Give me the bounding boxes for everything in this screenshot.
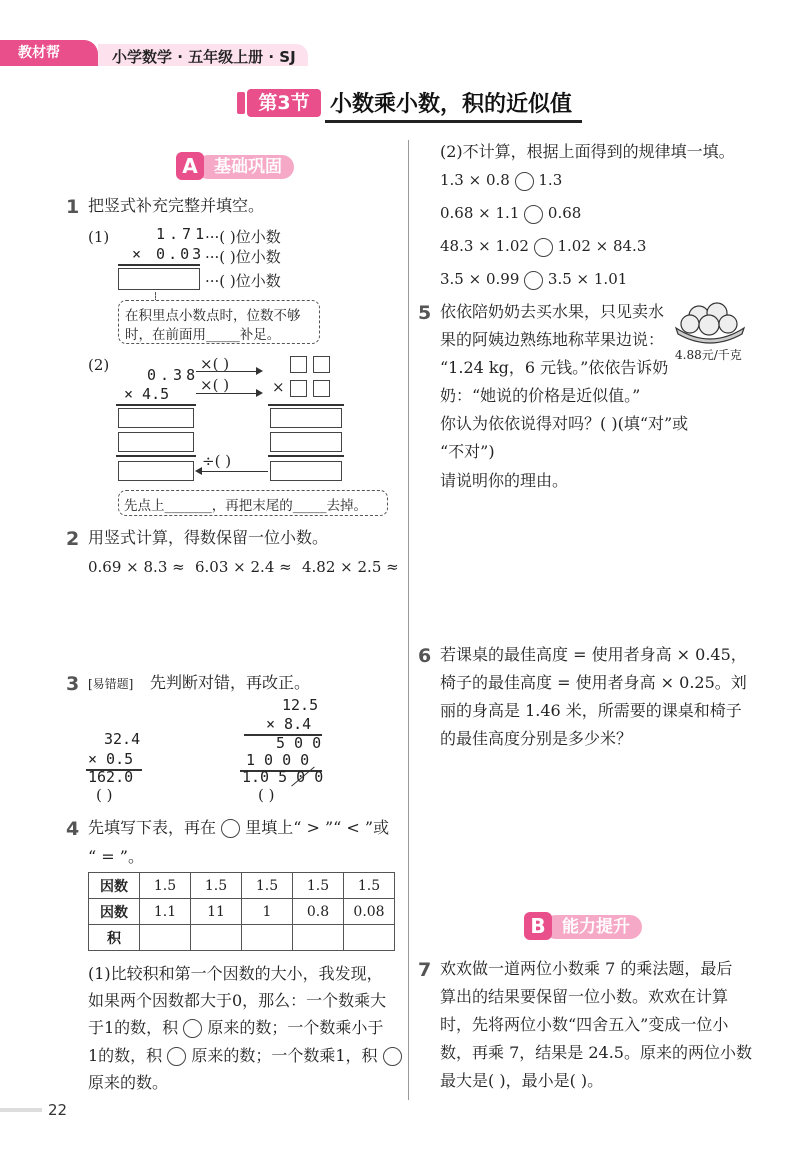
q4-c3-left: 48.3 × 1.02 — [440, 237, 529, 255]
q4-cell: 1.5 — [140, 873, 191, 899]
q4-row-product — [89, 925, 395, 951]
q6-line4: 的最佳高度分别是多少米？ — [440, 729, 633, 748]
q5-price: 4.88元/千克 — [675, 348, 742, 362]
q5-line3: “1.24 kg，6 元钱。”依依告诉奶 — [440, 358, 669, 377]
q1-p2-arrow3-head — [195, 467, 202, 475]
q3-a-judge[interactable]: ( ) — [96, 786, 113, 804]
q1-p1-row1: 1.71 — [156, 225, 209, 243]
q3-a-row2: × 0.5 — [88, 750, 134, 768]
q4-c3-circle[interactable] — [534, 238, 553, 257]
q4-s2: (2)不计算，根据上面得到的规律填一填。 — [440, 142, 735, 161]
q6-line3: 丽的身高是 1.46 米，所需要的课桌和椅子 — [440, 701, 742, 720]
q4-s1-line4 — [88, 1041, 402, 1071]
q4-prompt-b: 里填上“ > ”“ < ”或 — [245, 818, 390, 837]
q4-s1-circle-2[interactable] — [167, 1047, 186, 1066]
q4-s1-line4b: 原来的数；一个数乘1，积 — [191, 1046, 378, 1065]
q2-expr-2: 6.03 × 2.4 ≈ — [195, 558, 292, 576]
apple-icon — [699, 315, 719, 335]
footer-rule — [0, 1108, 42, 1112]
q3-tag: [易错题] — [88, 677, 134, 691]
q3-prompt: 先判断对错，再改正。 — [150, 673, 311, 692]
q4-c3-right: 1.02 × 84.3 — [557, 237, 647, 255]
q7-number: 7 — [418, 959, 432, 981]
q1-p2-times: × — [272, 378, 285, 396]
q6-number: 6 — [418, 645, 432, 667]
q1-p2-box-right-2[interactable] — [270, 432, 342, 452]
q1-p2-tip: 先点上_______，再把末尾的_____去掉。 — [124, 498, 367, 514]
q4-s1-line3b: 原来的数；一个数乘小于 — [207, 1018, 384, 1037]
q2-expr-1: 0.69 × 8.3 ≈ — [88, 558, 185, 576]
level-a-header — [176, 152, 306, 182]
q4-compare-2 — [440, 198, 581, 228]
q1-p2-sq1[interactable] — [290, 356, 307, 373]
q4-number: 4 — [66, 818, 80, 840]
q6-line2: 椅子的最佳高度 = 使用者身高 × 0.25。刘 — [440, 673, 747, 692]
q1-p2-op2: ×( ) — [200, 376, 230, 394]
q5-line2: 果的阿姨边熟练地称苹果边说： — [440, 330, 665, 349]
q1-p2-box-right-1[interactable] — [270, 408, 342, 428]
q4-s1-line1: (1)比较积和第一个因数的大小，我发现， — [88, 964, 383, 983]
q4-s1-circle-3[interactable] — [383, 1047, 402, 1066]
q2-prompt: 用竖式计算，得数保留一位小数。 — [88, 528, 329, 547]
q6-line1: 若课桌的最佳高度 = 使用者身高 × 0.45， — [440, 645, 747, 664]
q4-cell: 0.8 — [293, 899, 344, 925]
q5-line6: “不对”) — [440, 442, 495, 461]
page-number: 22 — [48, 1101, 68, 1119]
q5-line7: 请说明你的理由。 — [440, 471, 569, 490]
q3-a-row3: 162.0 — [88, 768, 134, 786]
q1-p2-box-left-3[interactable] — [118, 461, 194, 481]
q3-b-row2: × 8.4 — [266, 715, 312, 733]
q1-p2-rule-2 — [116, 455, 196, 457]
q4-compare-4 — [440, 264, 627, 294]
q4-s1-line5: 原来的数。 — [88, 1073, 169, 1092]
q4-c1-left: 1.3 × 0.8 — [440, 171, 510, 189]
column-divider — [408, 140, 409, 1100]
q4-cell: 1.1 — [140, 899, 191, 925]
q4-c4-right: 3.5 × 1.01 — [547, 270, 628, 288]
q4-prompt-c: “ = ”。 — [88, 847, 144, 866]
q1-p2-rule — [116, 404, 196, 406]
q1-p2-box-right-3[interactable] — [270, 461, 342, 481]
q4-compare-1 — [440, 165, 562, 195]
q1-p2-arrow2 — [196, 393, 260, 394]
level-b-header — [524, 912, 654, 942]
q7-line1: 欢欢做一道两位小数乘 7 的乘法题，最后 — [440, 959, 733, 978]
q4-prompt — [88, 813, 389, 843]
q7-line2: 算出的结果要保留一位小数。欢欢在计算 — [440, 987, 729, 1006]
q1-prompt: 把竖式补充完整并填空。 — [88, 196, 265, 215]
q1-p1-tip-box — [118, 300, 320, 344]
q1-p2-row1: 0.38 — [147, 366, 200, 384]
q4-product-cell[interactable] — [293, 925, 344, 951]
q1-p2-box-left-2[interactable] — [118, 432, 194, 452]
q4-cell: 1.5 — [344, 873, 395, 899]
q4-product-cell[interactable] — [344, 925, 395, 951]
apple-icon — [719, 315, 737, 333]
q3-a-row1: 32.4 — [104, 730, 141, 748]
q1-p1-rule — [118, 264, 200, 266]
q4-c2-left: 0.68 × 1.1 — [440, 204, 520, 222]
q3-b-row5: 1.0 5 0 0 — [242, 768, 324, 786]
q4-prompt-circle — [221, 819, 240, 838]
q1-p2-row2: × 4.5 — [124, 385, 170, 403]
q4-row-label: 积 — [89, 925, 140, 951]
section-title: 小数乘小数，积的近似值 — [330, 92, 573, 117]
apple-basket-icon — [672, 296, 750, 346]
q7-line4: 数，再乘 7，结果是 24.5。原来的两位小数 — [440, 1043, 752, 1062]
q3-b-row3: 5 0 0 — [276, 734, 322, 752]
q3-number: 3 — [66, 673, 80, 695]
q4-c1-circle[interactable] — [515, 172, 534, 191]
q1-p2-arrow2-head — [256, 389, 263, 397]
q4-row-label: 因数 — [89, 873, 140, 899]
q1-p2-rule-right — [268, 404, 344, 406]
level-a-label: 基础巩固 — [196, 155, 294, 179]
q1-p2-tip-box — [118, 490, 388, 516]
q4-s1-circle-1[interactable] — [183, 1019, 202, 1038]
level-b-label: 能力提升 — [544, 915, 642, 939]
q4-product-cell[interactable] — [191, 925, 242, 951]
q3-b-row1: 12.5 — [282, 696, 319, 714]
apple-icon — [681, 315, 699, 333]
q1-p2-arrow1 — [196, 371, 260, 372]
q1-p2-sq4[interactable] — [313, 380, 330, 397]
q4-cell: 11 — [191, 899, 242, 925]
q4-row-factor2 — [89, 899, 395, 925]
q1-p2-label: (2) — [88, 356, 110, 374]
q1-p2-sq2[interactable] — [313, 356, 330, 373]
brand-tag: 教材帮 — [0, 40, 98, 66]
q7-line3: 时，先将两位小数“四舍五入”变成一位小 — [440, 1015, 729, 1034]
q1-p1-note1: ···( )位小数 — [205, 228, 281, 246]
course-title: 小学数学 · 五年级上册 · SJ — [112, 48, 296, 66]
q5-number: 5 — [418, 302, 432, 324]
q1-p1-answer-box[interactable] — [118, 268, 200, 290]
q4-c2-circle[interactable] — [524, 205, 543, 224]
section-underline — [325, 120, 582, 123]
q4-s1-line3 — [88, 1013, 383, 1043]
q4-row-label: 因数 — [89, 899, 140, 925]
q1-p2-op3: ÷( ) — [202, 452, 232, 470]
q1-p2-sq3[interactable] — [290, 380, 307, 397]
q1-p1-label: (1) — [88, 228, 110, 246]
q7-line5: 最大是( )，最小是( )。 — [440, 1071, 604, 1090]
level-a-letter: A — [176, 152, 204, 180]
q3-b-judge[interactable]: ( ) — [258, 786, 275, 804]
q1-number: 1 — [66, 196, 80, 218]
q4-cell: 1.5 — [242, 873, 293, 899]
q4-product-cell[interactable] — [140, 925, 191, 951]
q1-p1-note2: ···( )位小数 — [205, 248, 281, 266]
q1-p1-row2: × 0.03 — [132, 245, 205, 263]
q1-p2-arrow1-head — [256, 367, 263, 375]
q4-cell: 0.08 — [344, 899, 395, 925]
q1-p2-box-left-1[interactable] — [118, 408, 194, 428]
q1-p2-rule-right-2 — [268, 455, 344, 457]
q4-cell: 1 — [242, 899, 293, 925]
q4-c2-right: 0.68 — [547, 204, 582, 222]
q1-p1-tip-line2: 时，在前面用_____补足。 — [125, 327, 281, 343]
q2-number: 2 — [66, 528, 80, 550]
q5-line5: 你认为依依说得对吗？( )(填“对”或 — [440, 414, 689, 433]
q1-p2-arrow3 — [198, 471, 268, 472]
q3-b-row4: 1 0 0 0 — [246, 751, 310, 769]
q4-compare-3 — [440, 231, 646, 261]
q4-product-cell[interactable] — [242, 925, 293, 951]
q2-expr-3: 4.82 × 2.5 ≈ — [302, 558, 399, 576]
q4-s1-line3a: 于1的数，积 — [88, 1018, 179, 1037]
q4-prompt-a: 先填写下表，再在 — [88, 818, 217, 837]
q4-c1-right: 1.3 — [538, 171, 563, 189]
q5-line1: 依依陪奶奶去买水果，只见卖水 — [440, 302, 665, 321]
section-marker — [237, 92, 245, 114]
section-badge: 第3节 — [247, 89, 321, 117]
q4-s1-line2: 如果两个因数都大于0，那么：一个数乘大 — [88, 991, 387, 1010]
q1-p1-note3: ···( )位小数 — [205, 272, 281, 290]
q4-c4-left: 3.5 × 0.99 — [440, 270, 520, 288]
q1-p1-tip-line1: 在积里点小数点时，位数不够 — [125, 308, 301, 324]
q1-p2-op1: ×( ) — [200, 355, 230, 373]
level-b-letter: B — [524, 912, 552, 940]
q4-cell: 1.5 — [191, 873, 242, 899]
q4-row-factor1 — [89, 873, 395, 899]
q4-table — [88, 872, 395, 951]
q4-s1-line4a: 1的数，积 — [88, 1046, 163, 1065]
q4-cell: 1.5 — [293, 873, 344, 899]
q5-line4: 奶：“她说的价格是近似值。” — [440, 386, 641, 405]
q4-c4-circle[interactable] — [524, 271, 543, 290]
